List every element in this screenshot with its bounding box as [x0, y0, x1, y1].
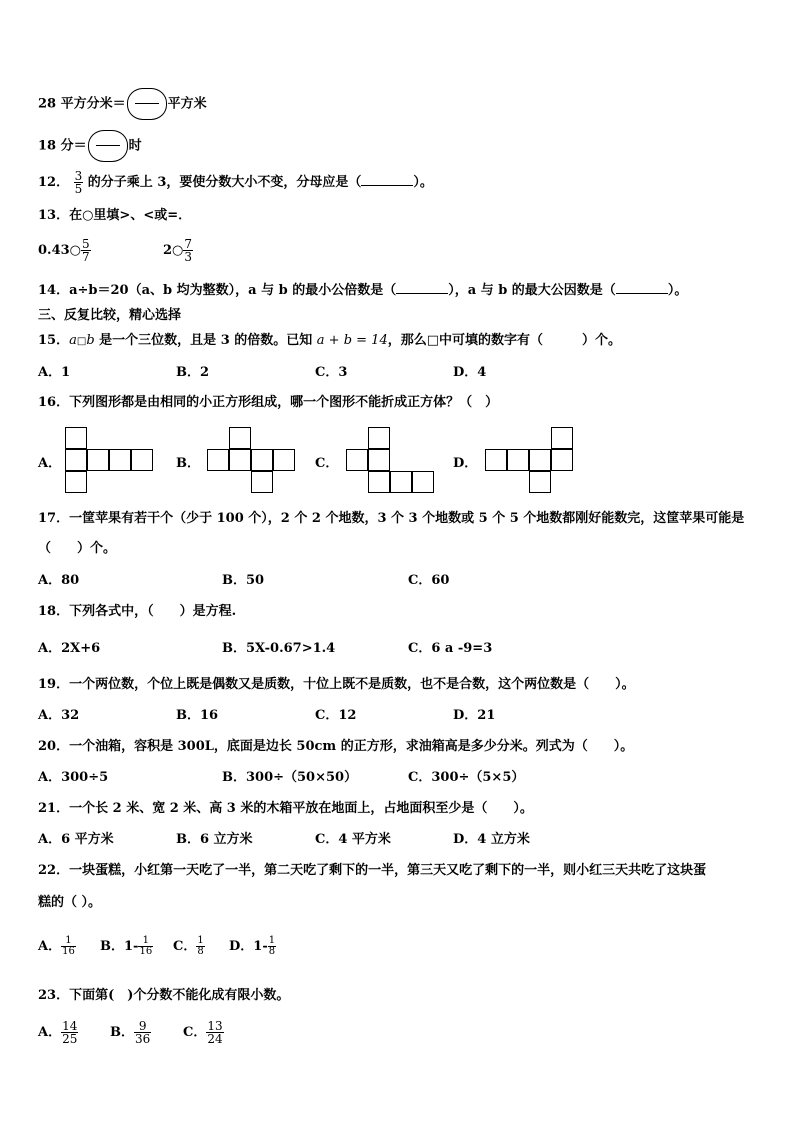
compare-text: 2○ [163, 243, 184, 258]
option-b[interactable]: B．2 [176, 365, 210, 380]
conversion-text: 28 平方分米＝ [38, 96, 126, 112]
variable-b: b [86, 333, 95, 348]
option-c[interactable]: C． [315, 456, 339, 471]
option-label: C． [173, 939, 197, 954]
option-d[interactable] [229, 936, 276, 957]
numerator: 1 [268, 935, 276, 946]
option-a[interactable]: A．300÷5 [38, 770, 109, 785]
option-c[interactable]: C．60 [408, 573, 450, 588]
net-square [412, 471, 434, 493]
question-13-item-b [163, 238, 193, 263]
net-square [109, 449, 131, 471]
option-a[interactable]: A． [38, 456, 62, 471]
numerator: 1 [138, 936, 153, 947]
question-22-cont: 糕的（ ）。 [38, 895, 102, 910]
net-square [485, 449, 507, 471]
conversion-line-time [38, 130, 142, 162]
denominator: 7 [82, 250, 90, 264]
question-text: ，那么□中可填的数字有（ ）个。 [387, 333, 622, 348]
digit-box: □ [76, 336, 87, 347]
option-c[interactable]: C．3 [315, 365, 348, 380]
question-15 [38, 332, 621, 351]
question-text: 14．a÷b＝20（a、b 均为整数），a 与 b 的最小公倍数是（ [38, 283, 397, 298]
section-heading: 三、反复比较，精心选择 [38, 308, 182, 323]
option-b[interactable]: B．5X-0.67>1.4 [222, 641, 336, 656]
denominator: 16 [62, 946, 75, 957]
denominator: 25 [62, 1032, 78, 1046]
option-label: A． [38, 939, 62, 954]
equation: a + b = 14 [316, 333, 388, 348]
denominator: 36 [135, 1032, 151, 1046]
net-square [529, 449, 551, 471]
option-b[interactable] [100, 936, 153, 957]
fraction [138, 936, 153, 957]
fraction [183, 238, 193, 263]
net-square [273, 449, 295, 471]
net-square [65, 471, 87, 493]
question-20: 20．一个油箱，容积是 300L，底面是边长 50cm 的正方形，求油箱高是多少分米。列式为（ ）。 [38, 739, 634, 754]
numerator: 14 [62, 1019, 78, 1033]
question-13: 13．在○里填>、<或=． [38, 208, 192, 223]
denominator: 8 [197, 946, 204, 957]
numerator: 3 [74, 169, 83, 183]
option-label: C． [183, 1025, 207, 1040]
variable-a: a [69, 333, 77, 348]
net-square [207, 449, 229, 471]
option-label: D． [229, 939, 254, 954]
net-square [368, 427, 390, 449]
conversion-unit: 时 [128, 138, 142, 154]
option-c[interactable]: C．12 [315, 708, 357, 723]
option-d[interactable]: D．4 立方米 [453, 832, 530, 847]
option-a[interactable]: A．80 [38, 573, 80, 588]
net-square [507, 449, 529, 471]
option-c[interactable]: C．6 a -9=3 [408, 641, 493, 656]
fraction [206, 1020, 223, 1045]
fraction [134, 1020, 151, 1045]
fraction [74, 170, 84, 195]
question-text-end: ）。 [413, 175, 433, 190]
option-a[interactable] [38, 936, 76, 957]
numerator: 1 [61, 936, 76, 947]
option-b[interactable]: B．16 [176, 708, 219, 723]
numerator: 1 [197, 935, 204, 946]
option-prefix: 1- [124, 939, 139, 954]
answer-blank[interactable] [361, 173, 413, 186]
option-d[interactable]: D．4 [453, 365, 487, 380]
question-17-cont: （ ）个。 [38, 541, 117, 556]
question-number: 15． [38, 333, 70, 348]
denominator: 3 [184, 250, 193, 264]
net-square [229, 449, 251, 471]
answer-blank[interactable] [88, 130, 128, 162]
option-b[interactable] [110, 1020, 151, 1045]
conversion-text: 18 分＝ [38, 138, 87, 154]
fraction [196, 936, 204, 957]
option-a[interactable]: A．1 [38, 365, 71, 380]
option-label: A． [38, 1025, 62, 1040]
question-12 [38, 170, 433, 195]
question-23: 23．下面第( )个分数不能化成有限小数。 [38, 988, 290, 1003]
numerator: 7 [184, 237, 193, 251]
net-square [229, 427, 251, 449]
question-19: 19．一个两位数，个位上既是偶数又是质数，十位上既不是质数，也不是合数，这个两位数是（ ）。 [38, 677, 635, 692]
question-21: 21．一个长 2 米、宽 2 米、高 3 米的木箱平放在地面上，占地面积至少是（ ）。 [38, 801, 533, 816]
numerator: 13 [207, 1019, 223, 1033]
net-square [251, 471, 273, 493]
fraction [81, 238, 91, 263]
answer-blank[interactable] [396, 281, 448, 294]
option-prefix: 1- [253, 939, 268, 954]
compare-text: 0.43○ [38, 243, 82, 258]
conversion-line-area [38, 88, 207, 120]
question-16: 16．下列图形都是由相同的小正方形组成，哪一个图形不能折成正方体？（ ） [38, 395, 499, 410]
net-square [65, 427, 87, 449]
denominator: 5 [74, 182, 83, 196]
option-c[interactable]: C．4 平方米 [315, 832, 391, 847]
option-c[interactable]: C．300÷（5×5） [408, 770, 525, 785]
option-a[interactable]: A．2X+6 [38, 641, 101, 656]
option-a[interactable]: A．6 平方米 [38, 832, 114, 847]
net-square [368, 449, 390, 471]
denominator: 24 [207, 1032, 223, 1046]
net-square [346, 449, 368, 471]
option-c[interactable] [173, 936, 205, 957]
answer-blank[interactable] [616, 281, 668, 294]
conversion-unit: 平方米 [167, 96, 207, 112]
question-text: 是一个三位数，且是 3 的倍数。已知 [94, 333, 317, 348]
question-text: ），a 与 b 的最大公因数是（ [448, 283, 616, 298]
option-a[interactable]: A．32 [38, 708, 80, 723]
denominator: 8 [268, 946, 276, 957]
question-14 [38, 281, 687, 300]
answer-blank[interactable] [127, 88, 167, 120]
net-square [390, 471, 412, 493]
net-square [551, 427, 573, 449]
option-a[interactable] [38, 1020, 78, 1045]
net-square [65, 449, 87, 471]
fraction [268, 936, 276, 957]
numerator: 5 [82, 237, 90, 251]
numerator: 9 [134, 1020, 151, 1033]
question-17: 17．一筐苹果有若干个（少于 100 个），2 个 2 个地数，3 个 3 个地数或 5 个 5 个地数都刚好能数完，这筐苹果可能是 [38, 511, 745, 526]
fraction [61, 1020, 78, 1045]
option-b[interactable]: B．6 立方米 [176, 832, 253, 847]
question-13-item-a [38, 238, 91, 263]
option-label: B． [100, 939, 124, 954]
question-22: 22．一块蛋糕，小红第一天吃了一半，第二天吃了剩下的一半，第三天又吃了剩下的一半，则小红三天共吃了这块蛋 [38, 863, 707, 878]
option-c[interactable] [183, 1020, 224, 1045]
question-number: 12． [38, 175, 70, 190]
option-d[interactable]: D． [453, 456, 478, 471]
question-text-end: ）。 [667, 283, 688, 298]
question-text: 的分子乘上 3，要使分数大小不变，分母应是（ [87, 175, 362, 190]
question-18: 18．下列各式中，（ ）是方程. [38, 604, 237, 619]
option-d[interactable]: D．21 [453, 708, 496, 723]
option-b[interactable]: B．300÷（50×50） [222, 770, 358, 785]
denominator: 16 [139, 946, 153, 957]
option-label: B． [110, 1025, 134, 1040]
net-square [131, 449, 153, 471]
option-b[interactable]: B． [176, 456, 200, 471]
option-b[interactable]: B．50 [222, 573, 265, 588]
net-square [87, 449, 109, 471]
net-square [251, 449, 273, 471]
net-square [368, 471, 390, 493]
fraction [61, 936, 76, 957]
net-square [551, 449, 573, 471]
net-square [529, 471, 551, 493]
